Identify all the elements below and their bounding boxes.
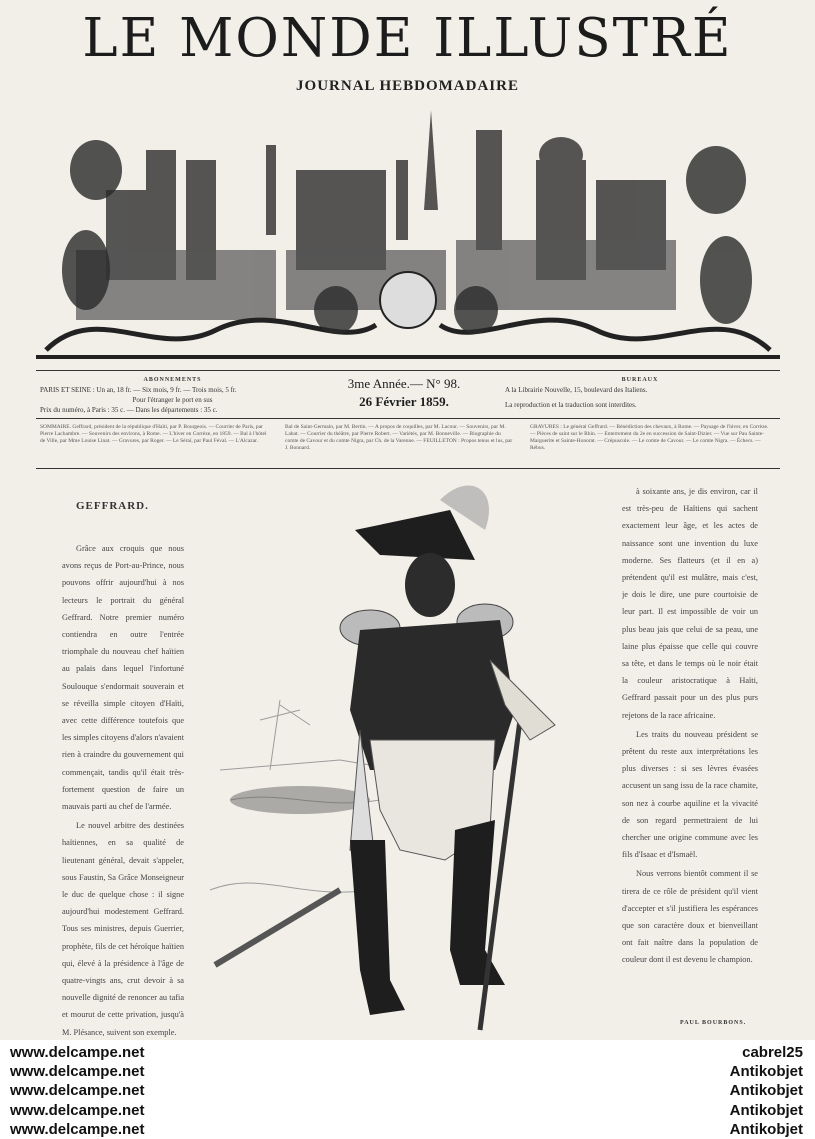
issue-date: 26 Février 1859. bbox=[359, 394, 449, 409]
offices-line: La reproduction et la traduction sont interdites. bbox=[505, 401, 637, 409]
footer-site-link[interactable]: www.delcampe.net bbox=[10, 1082, 145, 1100]
subscriptions-line: Pour l'étranger le port en sus bbox=[132, 396, 213, 404]
article-signature: PAUL BOURBONS. bbox=[680, 1020, 747, 1026]
info-rule-bottom bbox=[36, 418, 780, 419]
subscriptions-box bbox=[40, 375, 305, 413]
article-paragraph: Grâce aux croquis que nous avons reçus de Port-au-Prince, nous pouvons offrir aujourd'hui à nos lecteurs le portrait du général Geffrard. Notre premier numéro contiendra en outre l'entrée triomphale du nouveau chef haïtien au palais dans lequel l'infortuné Soulouque s'endormait souverain et se réveilla simple citoyen d'Haïti, avec cette différence toutefois que les simples citoyens d'alors n'avaient rien à craindre du gouvernement qui commençait, tandis qu'il était très-fortement question de faire un mauvais parti au chef de l'armée. bbox=[62, 544, 184, 812]
footer-site-link[interactable]: www.delcampe.net bbox=[10, 1063, 145, 1081]
footer-site-link[interactable]: www.delcampe.net bbox=[10, 1120, 145, 1138]
article-right-column bbox=[622, 483, 758, 1008]
summary-col: GRAVURES : Le général Geffrard. — Bénédiction des chevaux, à Rome. — Paysage de l'hiver, en Corrèze. — Pièces de saint sur le Rhin. — Enterrement du 2e en succession de Saint-Dizier. — Vue sur Pau Sainte-Marguerite et Sainte-Honorat. — Crépuscule. — Le comte de Cavour. — Le comte Nigra. — Échecs. — Rébus. bbox=[530, 424, 769, 451]
article-paragraph: Les traits du nouveau président se prêtent du reste aux interprétations les plus diverses : si ses lèvres évasées accusent un sang issu de la race chamite, son nez à courbe aquiline et la vivacité de son regard permettraient de lui chercher une origine commune avec les fils d'Isaac et d'Ismaël. bbox=[622, 729, 758, 860]
article-left-column bbox=[62, 540, 184, 1040]
footer-watermark-left bbox=[10, 1043, 144, 1139]
footer-seller-name: Antikobjet bbox=[729, 1120, 803, 1138]
footer-seller-name: cabrel25 bbox=[742, 1044, 803, 1061]
issue-box bbox=[314, 376, 494, 410]
offices-box bbox=[505, 375, 775, 413]
footer-site-link[interactable]: www.delcampe.net bbox=[10, 1101, 145, 1119]
subscriptions-heading: ABONNEMENTS bbox=[143, 377, 202, 383]
footer-site-link[interactable]: www.delcampe.net bbox=[10, 1044, 145, 1061]
offices-line: A la Librairie Nouvelle, 15, boulevard des Italiens. bbox=[505, 386, 648, 394]
footer-seller-name: Antikobjet bbox=[729, 1101, 803, 1119]
footer-seller-name: Antikobjet bbox=[729, 1082, 803, 1100]
portrait-illustration bbox=[200, 470, 610, 1040]
summary-col: Bal de Saint-Germain, par M. Bertin. — A propos de coquilles, par M. Lacour. — Souvenirs, par M. Labat. — Courrier du théâtre, par Pierre Robert. — Variétés, par M. Bonneville. — Biographie du comte de Cavour et du comte Nigra, par Ch. de la Varenne. — FEUILLETON : Propos tenus et lus, par J. Bonnard. bbox=[285, 424, 513, 451]
article-paragraph: Nous verrons bientôt comment il se tirera de ce rôle de président qu'il vient d'accepter et s'il justifiera les espérances que son caractère doux et bienveillant ont fait naître dans la population de couleur dont il est devenu le champion. bbox=[622, 869, 758, 965]
subscriptions-line: Prix du numéro, à Paris : 35 c. — Dans les départements : 35 c. bbox=[40, 406, 218, 414]
offices-heading: BUREAUX bbox=[621, 377, 659, 383]
article-paragraph: Le nouvel arbitre des destinées haïtiennes, en sa qualité de lieutenant général, devait s'appeler, sous Faustin, Sa Grâce Monseigneur le duc de quelque chose : il signe aujourd'hui modestement Geffrard. Tous ses ministres, depuis Guerrier, prophète, fils de cet héroïque haïtien qui, élevé à la présidence à l'âge de quatre-vingts ans, crut devoir à sa nouvelle dignité de renoncer au tafia et mourut de cette privation, jusqu'à M. Plésance, suivent son exemple. bbox=[62, 821, 184, 1037]
masthead-subtitle: JOURNAL HEBDOMADAIRE bbox=[296, 78, 519, 94]
footer-watermark-right bbox=[730, 1043, 803, 1139]
masthead-vignette-engraving bbox=[36, 100, 780, 366]
subscriptions-line: PARIS ET SEINE : Un an, 18 fr. — Six mois, 9 fr. — Trois mois, 5 fr. bbox=[40, 386, 237, 394]
info-rule-top bbox=[36, 370, 780, 371]
article-title: GEFFRARD. bbox=[76, 500, 149, 512]
summary-col: SOMMAIRE. Geffrard, président de la république d'Haïti, par P. Bourgeois. — Courrier de Paris, par Pierre Lachambre. — Souvenirs des environs, à Rome. — L'hiver en Corrèze, en 1859. — Bal à l'hôtel de Ville, par Mme Louise Linat. — Gravures, par Roger. — Le Séraï, par Paul Féval. — L'Alcazar. bbox=[40, 424, 267, 444]
issue-number: 3me Année.— N° 98. bbox=[347, 376, 461, 391]
footer-seller-name: Antikobjet bbox=[729, 1063, 803, 1081]
article-paragraph: à soixante ans, je dis environ, car il est très-peu de Haïtiens qui sachent exactement leur âge, et les actes de naissance sont une invention du luxe moderne. Ses flatteurs (et il en a) prétendent qu'il est mulâtre, mais c'est, je dois le dire, une pure courtoisie de leur part. Il est impossible de voir un plus beau jais que celui de sa peau, une laine plus épaisse que celle qui couvre sa tête, et dans le temps où le noir était la couleur aristocratique à Haïti, Geffrard passait pour un des plus purs rejetons de la race africaine. bbox=[622, 487, 758, 720]
masthead-title: LE MONDE ILLUSTRÉ bbox=[82, 8, 733, 69]
summary-rule bbox=[36, 468, 780, 469]
